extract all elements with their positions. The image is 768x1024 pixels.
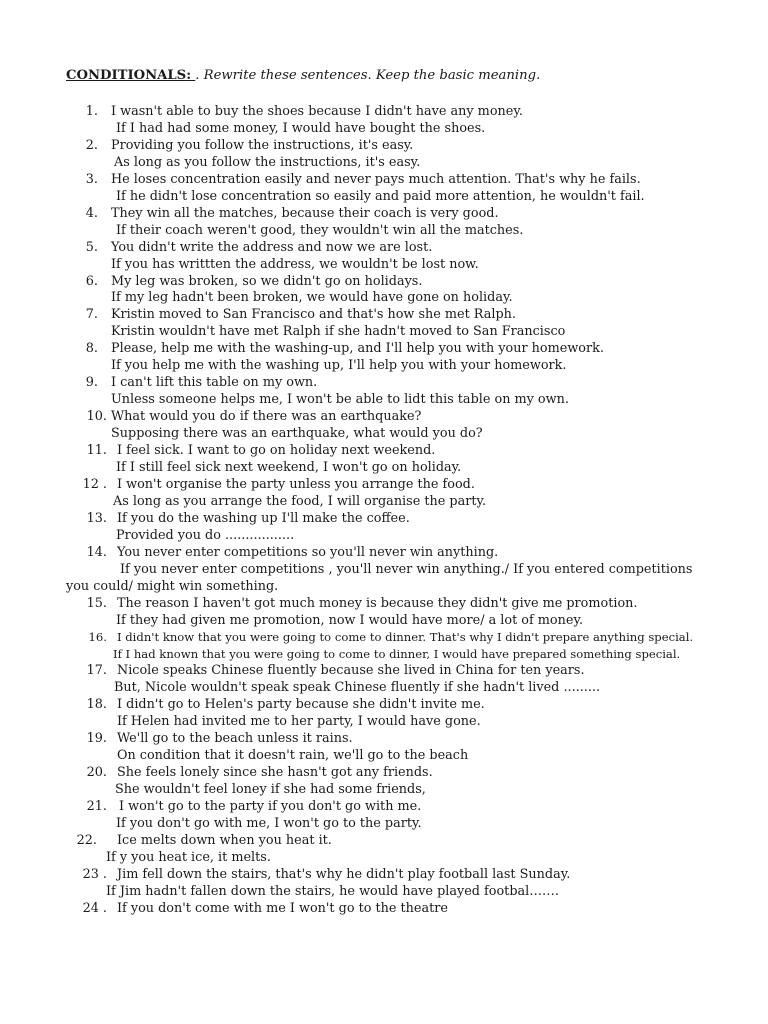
answer-line-continued: you could/ might win something.: [66, 578, 279, 594]
item-number: 15.: [86, 595, 107, 611]
item-number: 16.: [88, 630, 107, 645]
question-line: [0, 545, 768, 562]
question-text: You never enter competitions so you'll never win anything.: [117, 544, 499, 560]
question-text: I won't go to the party if you don't go with me.: [119, 798, 422, 814]
question-text: I wasn't able to buy the shoes because I didn't have any money.: [111, 104, 523, 119]
item-number: 4.: [85, 205, 98, 221]
answer-line: If they had given me promotion, now I would have more/ a lot of money.: [116, 612, 584, 628]
question-line: [0, 663, 768, 680]
answer-line: Kristin wouldn't have met Ralph if she hadn't moved to San Francisco: [111, 324, 566, 340]
answer-line: She wouldn't feel loney if she had some friends,: [115, 782, 426, 797]
question-text: I didn't know that you were going to come to dinner. That's why I didn't prepare anything special.: [117, 630, 694, 645]
answer-line: If I had known that you were going to come to dinner, I would have prepared something special.: [113, 647, 681, 662]
item-number: 10.: [86, 409, 107, 425]
answer-line: But, Nicole wouldn't speak speak Chinese fluently if she hadn't lived .........: [114, 680, 601, 696]
question-text: She feels lonely since she hasn't got any friends.: [117, 765, 433, 781]
question-line: [0, 274, 768, 291]
item-number: 7.: [85, 307, 98, 323]
question-line: [0, 375, 768, 392]
question-line: [0, 138, 768, 155]
question-line: [0, 409, 768, 426]
question-line: [0, 731, 768, 748]
answer-line: If he didn't lose concentration so easily and paid more attention, he wouldn't fail.: [116, 188, 645, 204]
worksheet-title: CONDITIONALS:: [66, 68, 192, 83]
answer-line: If you don't go with me, I won't go to the party.: [116, 815, 422, 831]
answer-line: Supposing there was an earthquake, what would you do?: [111, 426, 483, 442]
answer-line: If Jim hadn't fallen down the stairs, he would have played footbal…….: [106, 883, 559, 899]
answer-line: If you help me with the washing up, I'll help you with your homework.: [111, 358, 567, 374]
question-line: [0, 307, 768, 324]
item-number: 23 .: [82, 866, 107, 882]
answer-line: As long as you follow the instructions, it's easy.: [114, 154, 421, 170]
item-number: 19.: [86, 731, 107, 747]
question-line: [0, 833, 768, 850]
question-line: [0, 341, 768, 358]
item-number: 11.: [86, 443, 107, 458]
question-text: Providing you follow the instructions, it's easy.: [111, 137, 414, 153]
question-text: He loses concentration easily and never pays much attention. That's why he fails.: [111, 171, 641, 187]
question-text: I won't organise the party unless you arrange the food.: [117, 476, 475, 492]
question-text: You didn't write the address and now we are lost.: [111, 239, 433, 255]
answer-line: If my leg hadn't been broken, we would have gone on holiday.: [111, 290, 513, 306]
question-text: I feel sick. I want to go on holiday next weekend.: [117, 443, 436, 458]
answer-line: If I still feel sick next weekend, I won't go on holiday.: [116, 459, 462, 475]
question-text: The reason I haven't got much money is because they didn't give me promotion.: [117, 595, 638, 611]
question-text: If you do the washing up I'll make the coffee.: [117, 510, 410, 526]
question-text: Please, help me with the washing-up, and I'll help you with your homework.: [111, 341, 604, 357]
question-text: Kristin moved to San Francisco and that's how she met Ralph.: [111, 307, 516, 323]
item-number: 22.: [76, 832, 97, 848]
item-number: 14.: [86, 544, 107, 560]
item-number: 9.: [85, 375, 98, 391]
item-number: 5.: [85, 239, 98, 255]
answer-line: If their coach weren't good, they wouldn't win all the matches.: [116, 222, 524, 238]
question-line: [0, 511, 768, 528]
item-number: 6.: [85, 273, 98, 289]
question-text: They win all the matches, because their coach is very good.: [111, 205, 499, 221]
question-line: [0, 697, 768, 714]
question-text: Jim fell down the stairs, that's why he didn't play football last Sunday.: [117, 866, 571, 882]
question-line: [0, 867, 768, 884]
item-number: 8.: [85, 341, 98, 357]
question-text: I can't lift this table on my own.: [111, 375, 318, 391]
item-number: 21.: [86, 798, 107, 814]
question-text: I didn't go to Helen's party because she didn't invite me.: [117, 697, 485, 713]
item-number: 3.: [85, 171, 98, 187]
question-line: [0, 629, 768, 646]
question-line: [0, 765, 768, 782]
question-text: My leg was broken, so we didn't go on holidays.: [111, 273, 423, 289]
question-line: [0, 901, 768, 918]
question-text: We'll go to the beach unless it rains.: [117, 731, 353, 747]
item-number: 20.: [86, 765, 107, 781]
item-number: 24 .: [82, 900, 107, 916]
question-line: [0, 104, 768, 121]
question-line: [0, 596, 768, 613]
question-text: Nicole speaks Chinese fluently because she lived in China for ten years.: [117, 663, 585, 679]
item-number: 17.: [86, 663, 107, 679]
question-line: [0, 240, 768, 257]
worksheet-header: [66, 68, 540, 83]
item-number: 13.: [86, 510, 107, 526]
item-number: 12 .: [82, 476, 107, 492]
item-number: 1.: [85, 104, 98, 119]
question-line: [0, 206, 768, 223]
answer-line: If you never enter competitions , you'll never win anything./ If you entered competitions: [120, 561, 693, 577]
answer-line: Provided you do .................: [116, 527, 295, 543]
answer-line: If y you heat ice, it melts.: [106, 849, 271, 865]
question-line: [0, 799, 768, 816]
answer-line: On condition that it doesn't rain, we'll go to the beach: [117, 748, 469, 764]
worksheet-instruction: . Rewrite these sentences. Keep the basic meaning.: [195, 68, 541, 83]
answer-line: As long as you arrange the food, I will organise the party.: [113, 493, 487, 509]
answer-line: If you has writtten the address, we wouldn't be lost now.: [111, 256, 479, 272]
item-number: 18.: [86, 697, 107, 713]
question-text: If you don't come with me I won't go to the theatre: [117, 900, 448, 916]
answer-line: If I had had some money, I would have bought the shoes.: [116, 120, 486, 136]
answer-line: If Helen had invited me to her party, I would have gone.: [117, 714, 481, 730]
item-number: 2.: [85, 137, 98, 153]
question-text: What would you do if there was an earthquake?: [111, 409, 422, 425]
question-line: [0, 477, 768, 494]
question-line: [0, 443, 768, 460]
answer-line: Unless someone helps me, I won't be able to lidt this table on my own.: [111, 392, 569, 408]
question-text: Ice melts down when you heat it.: [117, 832, 332, 848]
question-line: [0, 172, 768, 189]
